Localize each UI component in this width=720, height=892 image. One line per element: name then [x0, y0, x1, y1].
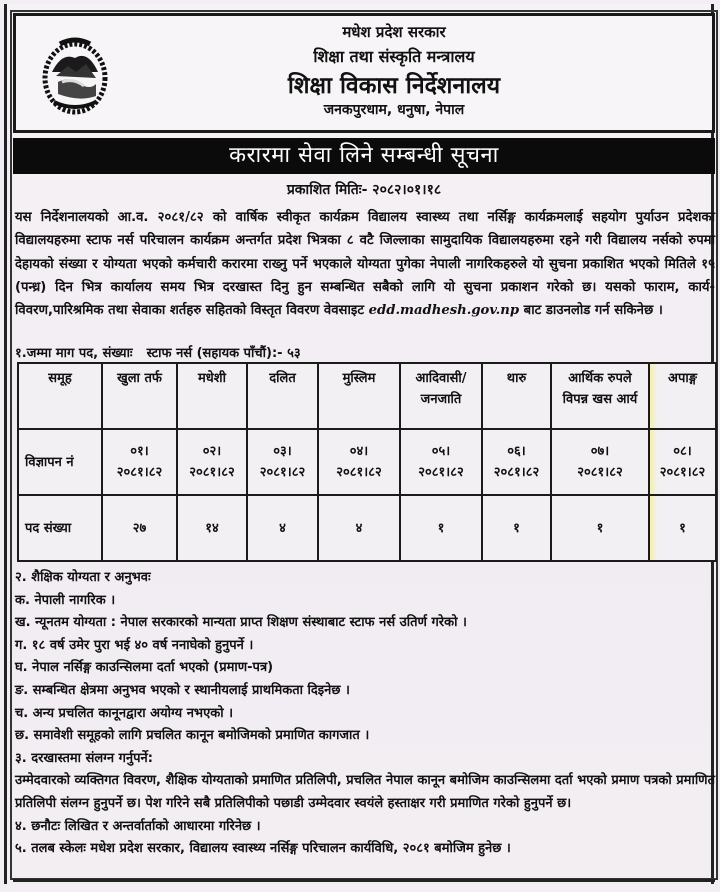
table-header-row: [18, 363, 716, 429]
post-count-cell: १: [482, 495, 551, 561]
qualification-item: ङ. सम्बन्धित क्षेत्रमा अनुभव भएको र स्थानीयलाई प्राथमिकता दिइनेछ ।: [15, 682, 350, 698]
section-5-text: मधेश प्रदेश सरकार, विद्यालय स्वास्थ्य नर्सिङ्ग परिचालन कार्यविधि, २०८१ बमोजिम हुनेछ ।: [85, 841, 511, 857]
notice-title: करारमा सेवा लिने सम्बन्धी सूचना: [13, 138, 715, 174]
qualification-item: घ. नेपाल नर्सिङ्ग काउन्सिलमा दर्ता भएको (प्रमाण-पत्र): [15, 660, 274, 676]
section-1-value: स्टाफ नर्स (सहायक पाँचौं):- ५३: [146, 346, 301, 361]
table-row-post-count: [18, 495, 716, 561]
table-header-cell: थारु: [482, 363, 551, 429]
row-label: विज्ञापन नं: [18, 429, 102, 495]
ad-number: ०७।: [590, 444, 610, 459]
table-header-cell: अपाङ्ग: [649, 363, 716, 429]
ad-number: ०३।: [273, 444, 292, 459]
ad-fiscal-year: २०८१।८२: [577, 465, 623, 480]
table-header-cell: दलित: [247, 363, 318, 429]
ad-fiscal-year: २०८१।८२: [116, 465, 163, 480]
published-date: प्रकाशित मितिः- २०८२।०१।१८: [286, 182, 442, 198]
section-1-heading: [15, 343, 301, 361]
ad-fiscal-year: २०८१।८२: [259, 465, 306, 480]
table-header-cell: समूह: [18, 363, 102, 429]
office-address: जनकपुरधाम, धनुषा, नेपाल: [323, 102, 465, 118]
post-count-cell: ४: [247, 495, 318, 561]
ad-fiscal-year: २०८१।८२: [418, 465, 464, 480]
website-link[interactable]: edd.madhesh.gov.np: [368, 303, 520, 319]
table-header-cell: खुला तर्फ: [102, 363, 177, 429]
section-5: [15, 838, 715, 861]
post-count-cell: १: [400, 495, 482, 561]
ad-number-cell: [247, 429, 318, 495]
ad-number: ०४।: [349, 444, 369, 459]
section-4-label: ४. छनौटः: [15, 818, 61, 834]
qualification-item: क. नेपाली नागरिक ।: [15, 592, 116, 608]
ad-fiscal-year: २०८१।८२: [493, 465, 540, 480]
intro-text: यस निर्देशनालयको आ.व. २०८१/८२ को वार्षिक स्वीकृत कार्यक्रम विद्यालय स्वास्थ्य तथा नर्सिङ्ग कार्यक्रमलाई सहयोग पुर्याउन प्रदेशका विद्यालयहरुमा स्टाफ नर्स परिचालन कार्यक्रम अन्तर्गत प्रदेश भित्रका ८ वटै जिल्लाका सामुदायिक विद्यालयहरुमा रहने गरी विद्यालय नर्सको रुपमा देहायको संख्या र योग्यता भएको कर्मचारी करारमा राख्नु पर्ने भएकाले योग्यता पुगेका नेपाली नागरिकहरुले यो सुचना प्रकाशित भएको मितिले १५ (पन्ध्र) दिन भित्र कार्यालय समय भित्र दरखास्त दिनु हुन सम्बन्धित सबैको लागि यो सुचना प्रकाशन गरेको छ। यसको फाराम, कार्य-विवरण,पारिश्रमिक तथा सेवाका शर्तहरु सहितको विस्तृत विवरण वेवसाइट: [15, 210, 715, 319]
qualification-item: ग. १८ वर्ष उमेर पुरा भई ४० वर्ष ननाघेको हुनुपर्ने ।: [15, 637, 254, 653]
table-row-advertisement-no: [18, 429, 716, 495]
ad-number: ०२।: [202, 444, 222, 459]
ad-number: ०१।: [130, 444, 149, 459]
ad-fiscal-year: २०८१।८२: [336, 465, 382, 480]
ad-number-cell: [318, 429, 400, 495]
post-count-cell: १: [551, 495, 649, 561]
post-count-cell: ४: [318, 495, 400, 561]
qualification-item: च. अन्य प्रचलित कानूनद्वारा अयोग्य नभएको ।: [15, 705, 234, 721]
ad-number: ०६।: [507, 444, 526, 459]
qualification-item: ख. न्यूनतम योग्यता : नेपाल सरकारको मान्यता प्राप्त शिक्षण संस्थाबाट स्टाफ नर्स उतिर्ण गरेको ।: [15, 615, 467, 631]
notice-sections: [15, 567, 715, 861]
posts-table: [17, 362, 717, 562]
table-header-cell: मधेशी: [177, 363, 247, 429]
intro-paragraph: [15, 206, 715, 322]
section-4-text: लिखित र अन्तर्वार्ताको आधारमा गरिनेछ ।: [60, 818, 261, 834]
post-count-cell: १: [649, 495, 716, 561]
ad-number-cell: [102, 429, 177, 495]
section-5-label: ५. तलब स्केलः: [15, 841, 86, 857]
letterhead: [13, 13, 715, 133]
row-label: पद संख्या: [18, 495, 102, 561]
province-government: मधेश प्रदेश सरकार: [342, 23, 446, 41]
qualification-item: छ. समावेशी समूहको लागि प्रचलित कानून बमोजिमको प्रमाणित कागजात ।: [15, 728, 370, 744]
table-header-cell: आर्थिक रुपले विपन्न खस आर्य: [551, 363, 649, 429]
section-2-heading: २. शैक्षिक योग्यता र अनुभवः: [15, 570, 151, 585]
ad-number-cell: [400, 429, 482, 495]
ad-number-cell: [482, 429, 551, 495]
post-count-cell: २७: [102, 495, 177, 561]
ad-number: ०५।: [431, 444, 451, 459]
ad-number-cell: [551, 429, 649, 495]
post-count-cell: १४: [177, 495, 247, 561]
section-3-heading: ३. दरखास्तमा संलग्न गर्नुपर्ने:: [15, 750, 153, 766]
ad-number-cell: [177, 429, 247, 495]
intro-tail: बाट डाउनलोड गर्न सकिनेछ ।: [519, 303, 663, 319]
ad-fiscal-year: २०८१।८२: [659, 465, 706, 480]
table-header-cell: मुस्लिम: [318, 363, 400, 429]
ad-number-cell: [649, 429, 716, 495]
directorate-name: शिक्षा विकास निर्देशनालय: [287, 73, 501, 99]
ad-fiscal-year: २०८१।८२: [189, 465, 235, 480]
ad-number: ०८।: [673, 444, 692, 459]
bottom-border: [13, 879, 715, 882]
ministry-name: शिक्षा तथा संस्कृति मन्त्रालय: [313, 47, 475, 66]
table-header-cell: आदिवासी/ जनजाति: [400, 363, 482, 429]
section-1-label: १.जम्मा माग पद, संख्याः: [15, 346, 133, 361]
section-3-text: उम्मेदवारको व्यक्तिगत विवरण, शैक्षिक योग्यताको प्रमाणित प्रतिलिपी, प्रचलित नेपाल कानून बमोजिम काउन्सिलमा दर्ता भएको प्रमाण पत्रको प्रमाणित प्रतिलिपी संलग्न हुनुपर्ने छ। पेश गरिने सबै प्रतिलिपीको पछाडी उम्मेदवार स्वयंले हस्ताक्षर गरी प्रमाणित गरेको हुनुपर्ने छ।: [15, 773, 715, 811]
section-4: [15, 816, 715, 839]
